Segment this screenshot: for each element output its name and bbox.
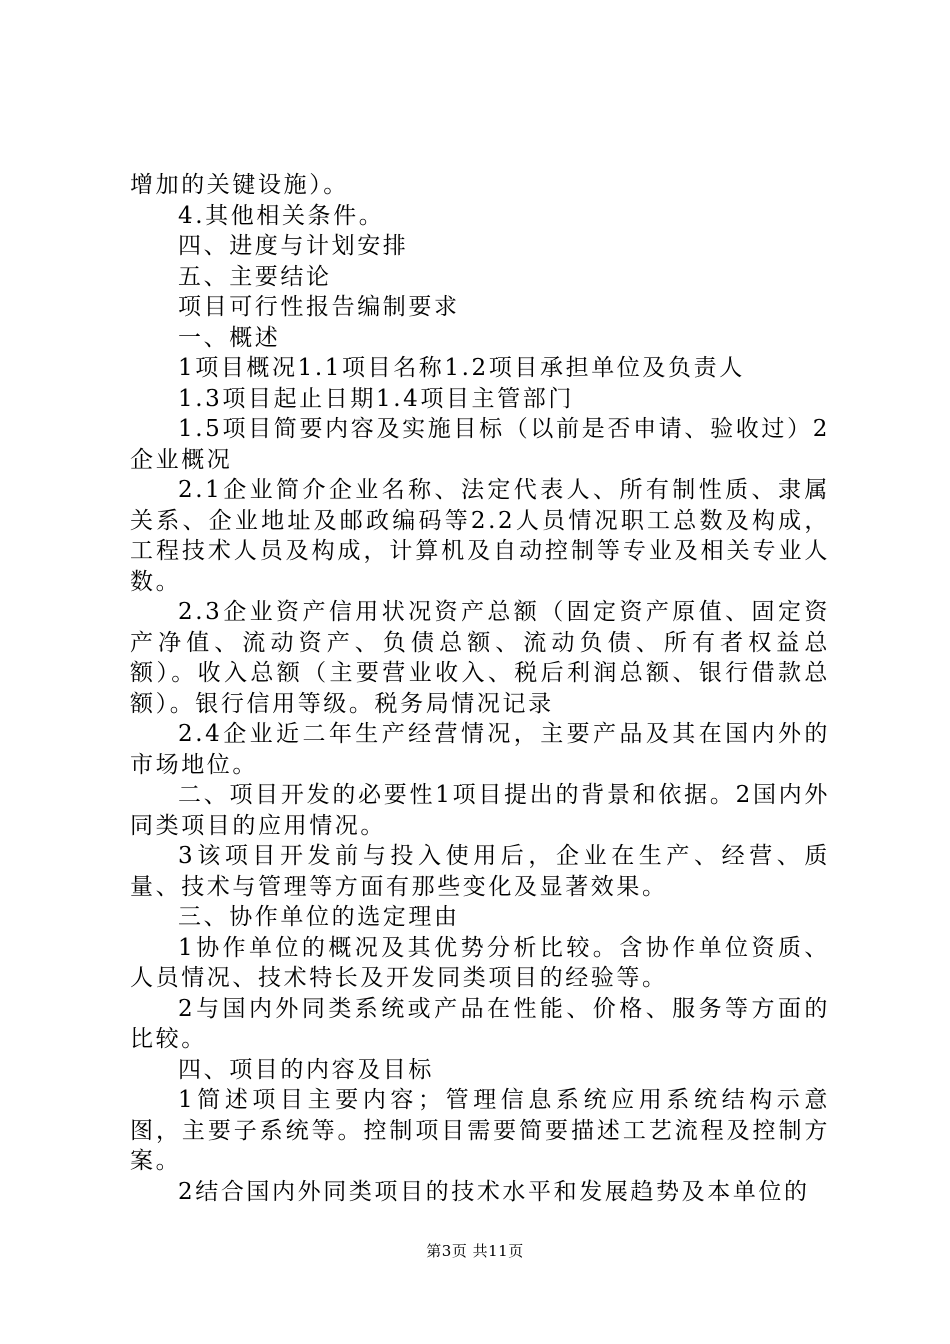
paragraph: 2.4企业近二年生产经营情况，主要产品及其在国内外的市场地位。 xyxy=(130,721,830,778)
paragraph: 三、协作单位的选定理由 xyxy=(178,904,460,930)
paragraph: 2.3企业资产信用状况资产总额（固定资产原值、固定资产净值、流动资产、负债总额、流动负债、所有者权益总额）。收入总额（主要营业收入、税后利润总额、银行借款总额）。银行信用等级。税务局情况记录 xyxy=(130,599,830,717)
paragraph: 1.5项目简要内容及实施目标（以前是否申请、验收过）2企业概况 xyxy=(130,416,830,473)
paragraph: 二、项目开发的必要性1项目提出的背景和依据。2国内外同类项目的应用情况。 xyxy=(130,782,830,839)
paragraph: 2.1企业简介企业名称、法定代表人、所有制性质、隶属关系、企业地址及邮政编码等2.2人员情况职工总数及构成，工程技术人员及构成，计算机及自动控制等专业及相关专业人数。 xyxy=(130,477,830,595)
paragraph: 1协作单位的概况及其优势分析比较。含协作单位资质、人员情况、技术特长及开发同类项目的经验等。 xyxy=(130,934,830,991)
paragraph: 增加的关键设施）。 xyxy=(130,172,349,198)
paragraph: 四、项目的内容及目标 xyxy=(178,1056,434,1083)
paragraph: 1简述项目主要内容；管理信息系统应用系统结构示意图，主要子系统等。控制项目需要简要描述工艺流程及控制方案。 xyxy=(130,1087,830,1174)
paragraph: 一、概述 xyxy=(178,324,281,351)
paragraph: 3该项目开发前与投入使用后，企业在生产、经营、质量、技术与管理等方面有那些变化及显著效果。 xyxy=(130,843,830,900)
paragraph: 2结合国内外同类项目的技术水平和发展趋势及本单位的 xyxy=(178,1178,810,1205)
paragraph: 1项目概况1.1项目名称1.2项目承担单位及负责人 xyxy=(178,355,745,381)
document-body xyxy=(130,170,830,1207)
paragraph: 项目可行性报告编制要求 xyxy=(178,294,460,320)
paragraph: 1.3项目起止日期1.4项目主管部门 xyxy=(178,385,574,412)
paragraph: 五、主要结论 xyxy=(178,263,332,290)
page-number-footer: 第3页 共11页 xyxy=(426,1242,524,1260)
paragraph: 4.其他相关条件。 xyxy=(178,202,385,229)
paragraph: 四、进度与计划安排 xyxy=(178,233,409,259)
paragraph: 2与国内外同类系统或产品在性能、价格、服务等方面的比较。 xyxy=(130,995,830,1052)
